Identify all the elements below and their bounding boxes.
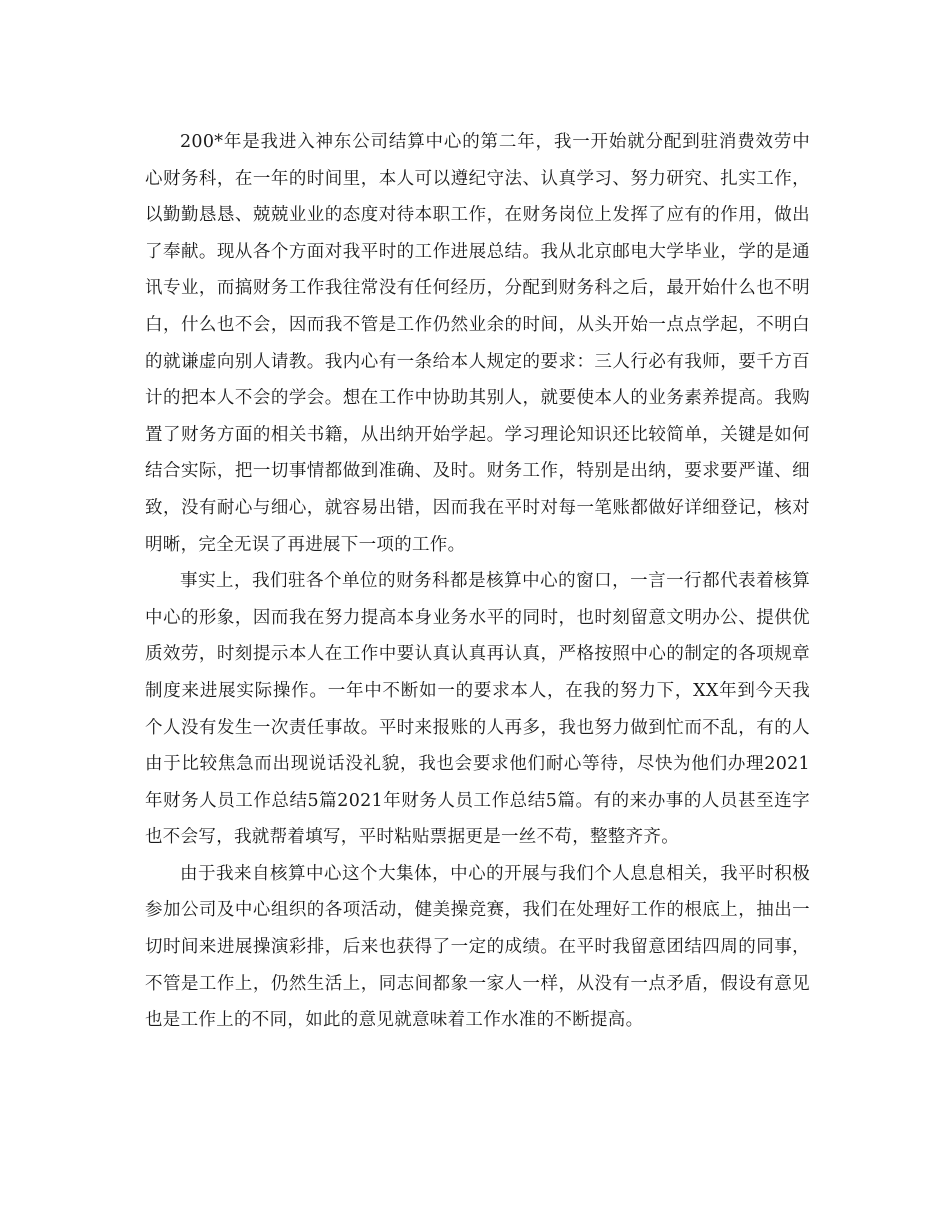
paragraph-2: 事实上，我们驻各个单位的财务科都是核算中心的窗口，一言一行都代表着核算中心的形象，因而我在努力提高本身业务水平的同时，也时刻留意文明办公、提供优质效劳，时刻提示本人在工作中要认真认真再认真，严格按照中心的制定的各项规章制度来进展实际操作。一年中不断如一的要求本人，在我的努力下，XX年到今天我个人没有发生一次责任事故。平时来报账的人再多，我也努力做到忙而不乱，有的人由于比较焦急而出现说话没礼貌，我也会要求他们耐心等待，尽快为他们办理2021年财务人员工作总结5篇2021年财务人员工作总结5篇。有的来办事的人员甚至连字也不会写，我就帮着填写，平时粘贴票据更是一丝不苟，整整齐齐。: [145, 571, 810, 848]
paragraph-1: 200*年是我进入神东公司结算中心的第二年，我一开始就分配到驻消费效劳中心财务科，在一年的时间里，本人可以遵纪守法、认真学习、努力研究、扎实工作，以勤勤恳恳、兢兢业业的态度对待本职工作，在财务岗位上发挥了应有的作用，做出了奉献。现从各个方面对我平时的工作进展总结。我从北京邮电大学毕业，学的是通讯专业，而搞财务工作我往常没有任何经历，分配到财务科之后，最开始什么也不明白，什么也不会，因而我不管是工作仍然业余的时间，从头开始一点点学起，不明白的就谦虚向别人请教。我内心有一条给本人规定的要求：三人行必有我师，要千方百计的把本人不会的学会。想在工作中协助其别人，就要使本人的业务素养提高。我购置了财务方面的相关书籍，从出纳开始学起。学习理论知识还比较简单，关键是如何结合实际，把一切事情都做到准确、及时。财务工作，特别是出纳，要求要严谨、细致，没有耐心与细心，就容易出错，因而我在平时对每一笔账都做好详细登记，核对明晰，完全无误了再进展下一项的工作。: [145, 132, 810, 555]
document-body: [145, 124, 810, 1039]
paragraph-3: 由于我来自核算中心这个大集体，中心的开展与我们个人息息相关，我平时积极参加公司及中心组织的各项活动，健美操竞赛，我们在处理好工作的根底上，抽出一切时间来进展操演彩排，后来也获得了一定的成绩。在平时我留意团结四周的同事，不管是工作上，仍然生活上，同志间都象一家人一样，从没有一点矛盾，假设有意见也是工作上的不同，如此的意见就意味着工作水准的不断提高。: [145, 863, 810, 1031]
